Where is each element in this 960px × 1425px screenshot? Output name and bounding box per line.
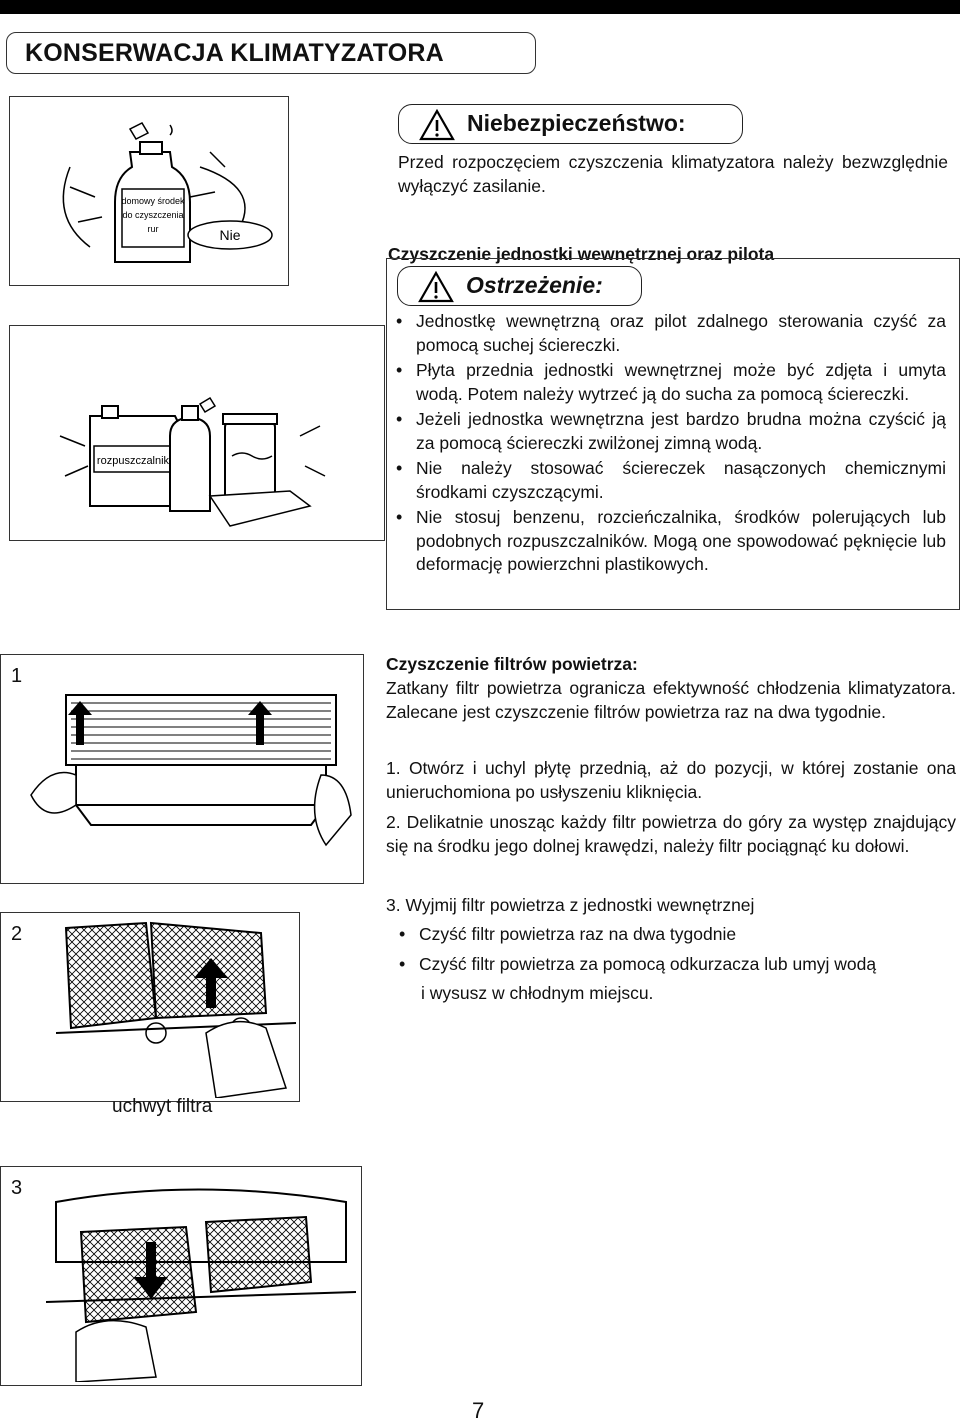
title-box: [6, 32, 536, 74]
list-item: • Jednostkę wewnętrzną oraz pilot zdalnego sterowania czyść za pomocą suchej ściereczki.: [390, 310, 946, 357]
step-1-figure: [0, 654, 364, 884]
page-number: 7: [472, 1398, 485, 1423]
solvents-drawing: [10, 326, 383, 539]
danger-text: Przed rozpoczęciem czyszczenia klimatyzatora należy bezwzględnie wyłączyć zasilanie.: [398, 152, 948, 196]
danger-label: Niebezpieczeństwo:: [467, 110, 686, 136]
step-3-figure: [0, 1166, 362, 1386]
top-rule: [0, 0, 960, 14]
filter-handle-caption: uchwyt filtra: [112, 1096, 213, 1117]
step-number: 1: [11, 665, 23, 687]
drain-cleaner-label: domowy środek: [121, 196, 185, 206]
lift-filter-drawing: [56, 918, 296, 1098]
step-2-figure: [0, 912, 300, 1102]
list-item: • Jeżeli jednostka wewnętrzna jest bardzo brudna można czyścić ją za pomocą ściereczki zwilżonej zimną wodą.: [390, 408, 946, 455]
filters-heading: Czyszczenie filtrów powietrza:: [386, 654, 638, 674]
step-number: 3: [11, 1177, 23, 1199]
warning-badge: [397, 266, 642, 306]
list-item: • Nie należy stosować ściereczek nasączonych chemicznymi środkami czyszczącymi.: [390, 457, 946, 504]
solvent-label: rozpuszczalnik: [96, 455, 170, 467]
page-title: KONSERWACJA KLIMATYZATORA: [25, 39, 444, 67]
filters-step-1: 1. Otwórz i uchyl płytę przednią, aż do pozycji, w której zostanie ona unieruchomiona po usłyszeniu kliknięcia.: [386, 758, 956, 802]
svg-text:rur: rur: [147, 224, 159, 234]
warning-triangle-icon: [418, 271, 454, 303]
warning-list: [390, 310, 946, 579]
illustration-solvents: [9, 325, 385, 541]
filters-step-3: 3. Wyjmij filtr powietrza z jednostki wewnętrznej: [386, 895, 755, 915]
step-number: 2: [11, 923, 23, 945]
danger-badge: [398, 104, 743, 144]
no-label: Nie: [219, 227, 241, 243]
list-item: • Nie stosuj benzenu, rozcieńczalnika, środków polerujących lub podobnych rozpuszczalników. Mogą one spowodować pęknięcie lub deformację powierzchni plastikowych.: [390, 506, 946, 577]
list-item: • Czyść filtr powietrza za pomocą odkurzacza lub umyj wodą: [393, 952, 958, 976]
filters-step-3-list: [393, 922, 958, 978]
filters-step-2: 2. Delikatnie unosząc każdy filtr powietrza do góry za występ znajdujący się na środku jego dolnej krawędzi, należy filtr pociągnąć ku dołowi.: [386, 812, 956, 856]
list-item: • Czyść filtr powietrza raz na dwa tygodnie: [393, 922, 958, 946]
remove-filter-drawing: [46, 1182, 356, 1382]
warning-label: Ostrzeżenie:: [466, 272, 603, 298]
open-panel-drawing: [21, 685, 356, 875]
warning-triangle-icon: [419, 109, 455, 141]
illustration-drain-cleaner: [9, 96, 289, 286]
drain-cleaner-drawing: [10, 97, 287, 284]
svg-text:do czyszczenia: do czyszczenia: [122, 210, 184, 220]
filters-step-3-tail: i wysusz w chłodnym miejscu.: [421, 983, 654, 1003]
list-item: • Płyta przednia jednostki wewnętrznej może być zdjęta i umyta wodą. Potem należy wytrzeć ją do sucha za pomocą ściereczki.: [390, 359, 946, 406]
indoor-unit-heading: Czyszczenie jednostki wewnętrznej oraz pilota: [388, 244, 775, 264]
filters-intro: Zatkany filtr powietrza ogranicza efektywność chłodzenia klimatyzatora. Zalecane jest czyszczenie filtrów powietrza raz na dwa tygodnie.: [386, 678, 956, 722]
